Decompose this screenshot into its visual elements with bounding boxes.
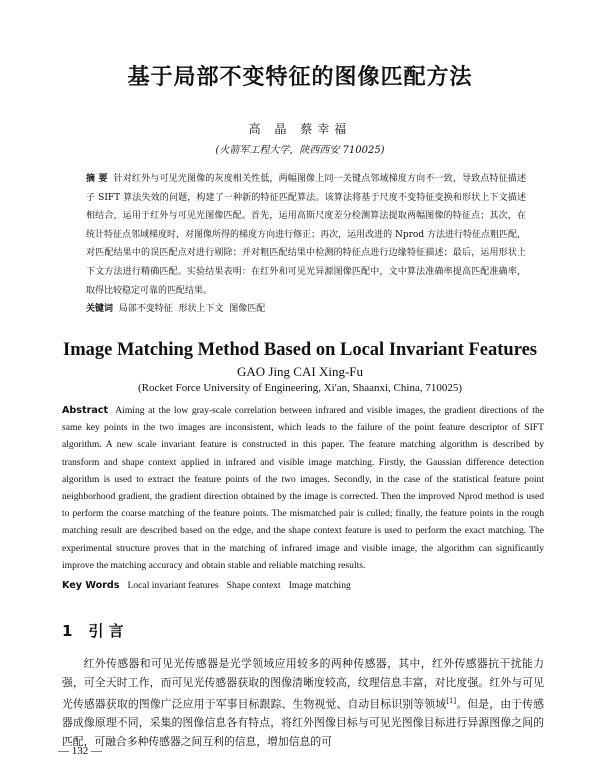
- chinese-abstract-text: 针对红外与可见光图像的灰度相关性低，两幅图像上同一关键点邻域梯度方向不一致，导致点特征描述子 SIFT 算法失效的问题，构建了一种新的特征匹配算法。该算法将基于尺度不变特征变换和形状上下文描述相结合，运用于红外与可见光图像匹配。首先，运用高斯尺度差分检测算法提取两幅图像的特征点；其次，在统计特征点邻域梯度时，对图像所得的梯度方向进行修正；再次，运用改进的 Nprod 方法进行特征点粗匹配，对匹配结果中的误匹配点对进行剔除；并对粗匹配结果中检测的特征点进行边缘特征描述；最后，运用形状上下文方法进行精确匹配。实验结果表明：在红外和可见光异源图像匹配中，文中算法准确率提高匹配准确率，取得比较稳定可靠的匹配结果。: [86, 174, 526, 296]
- english-title: Image Matching Method Based on Local Invariant Features: [63, 340, 537, 360]
- chinese-authors: 高 晶 蔡幸福: [248, 122, 352, 136]
- english-affiliation: (Rocket Force University of Engineering, Xi'an, Shaanxi, China, 710025): [138, 382, 462, 394]
- chinese-keywords-label: 关键词: [86, 304, 114, 315]
- english-authors: GAO Jing CAI Xing-Fu: [236, 364, 364, 379]
- page-number: — 132 —: [58, 745, 102, 757]
- chinese-keyword: 图像匹配: [229, 304, 266, 315]
- english-abstract-label: Abstract: [62, 405, 109, 416]
- chinese-keyword: 形状上下文: [178, 304, 224, 315]
- chinese-keyword: 局部不变特征: [118, 304, 173, 315]
- english-abstract: [62, 402, 544, 574]
- chinese-abstract: [86, 170, 526, 319]
- english-keywords-label: Key Words: [62, 580, 120, 591]
- chinese-title: 基于局部不变特征的图像匹配方法: [127, 65, 473, 90]
- english-keyword: Shape context: [226, 580, 281, 591]
- chinese-affiliation: (火箭军工程大学，陕西西安 710025): [215, 145, 385, 156]
- chinese-abstract-label: 摘 要: [86, 174, 108, 184]
- english-keywords: [62, 580, 544, 591]
- english-keyword: Image matching: [288, 580, 351, 591]
- english-keyword: Local invariant features: [127, 580, 219, 591]
- section-title: 引 言: [88, 622, 124, 640]
- english-abstract-text: Aiming at the low gray-scale correlation between infrared and visible images, the gradient directions of the same key points in the two images are inconsistent, which leads to the failure of the point feature descriptor of SIFT algorithm. A new scale invariant feature is constructed in this paper. The feature matching algorithm is described by transform and shape context applied in infrared and visible image matching. Firstly, the Gaussian difference detection algorithm is used to extract the feature points of the two images. Secondly, in the case of the statistical feature point neighborhood gradient, the gradient direction obtained by the image is corrected. Then the improved Nprod method is used to perform the coarse matching of the feature points. The mismatched pair is culled; finally, the feature points in the rough matching result are described based on the edge, and the shape context feature is used to perform the exact matching. The experimental structure proves that in the matching of infrared image and visible image, the algorithm can significantly improve the matching accuracy and obtain stable and reliable matching results.: [62, 405, 545, 571]
- citation-ref: [1]: [446, 697, 457, 706]
- section-heading: [62, 620, 124, 641]
- paragraph-text-part2: 。但是，由于传感器成像原理不同，采集的图像信息各有特点，将红外图像目标与可见光图像目标进行异源图像之间的匹配，可融合多种传感器之间互利的信息，增加信息的可: [62, 697, 545, 748]
- introduction-paragraph: [62, 655, 544, 752]
- section-number: 1: [62, 622, 73, 640]
- paragraph-text-part1: 红外传感器和可见光传感器是光学领域应用较多的两种传感器，其中，红外传感器抗干扰能力强，可全天时工作，而可见光传感器获取的图像清晰度较高，纹理信息丰富，对比度强。红外与可见光传感器获取的图像广泛应用于军事目标跟踪、生物视觉、自动目标识别等领域: [62, 657, 544, 711]
